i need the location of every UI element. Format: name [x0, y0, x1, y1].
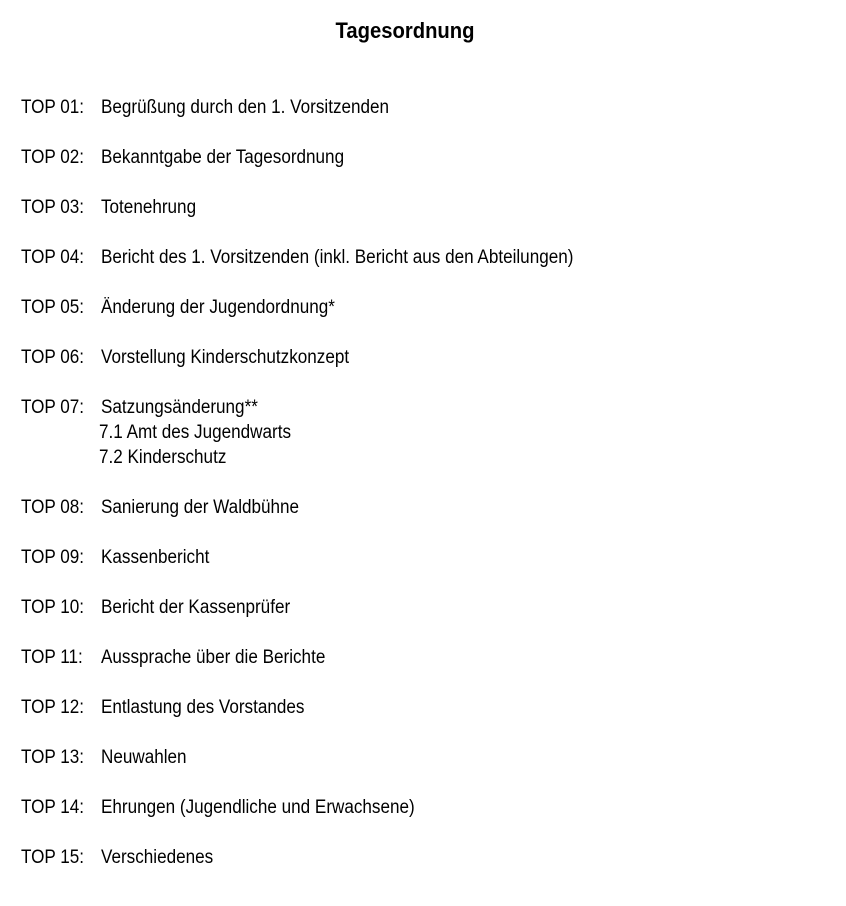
agenda-item-07	[21, 396, 821, 471]
agenda-item-13	[21, 746, 821, 771]
agenda-item-number: TOP 02:	[21, 147, 85, 168]
agenda-item-02	[21, 146, 821, 171]
agenda-item-number: TOP 03:	[21, 197, 85, 218]
agenda-item-number: TOP 04:	[21, 247, 85, 268]
agenda-item-number: TOP 11:	[21, 647, 83, 668]
agenda-item-06	[21, 346, 821, 371]
agenda-item-text: Totenehrung	[101, 197, 197, 218]
agenda-item-number: TOP 14:	[21, 797, 85, 818]
agenda-item-text: Sanierung der Waldbühne	[101, 497, 300, 518]
agenda-item-text: Begrüßung durch den 1. Vorsitzenden	[101, 97, 390, 118]
agenda-item-number: TOP 10:	[21, 597, 85, 618]
page-title: Tagesordnung	[335, 18, 475, 43]
agenda-item-number: TOP 05:	[21, 297, 85, 318]
agenda-item-text: Ehrungen (Jugendliche und Erwachsene)	[101, 797, 415, 818]
agenda-item-text: Bericht der Kassenprüfer	[101, 597, 291, 618]
agenda-item-10	[21, 596, 821, 621]
agenda-item-03	[21, 196, 821, 221]
agenda-item-number: TOP 01:	[21, 97, 85, 118]
agenda-item-number: TOP 08:	[21, 497, 85, 518]
agenda-item-text: Bericht des 1. Vorsitzenden (inkl. Bericht aus den Abteilungen)	[101, 247, 574, 268]
agenda-item-text: Vorstellung Kinderschutzkonzept	[101, 347, 350, 368]
agenda-item-number: TOP 13:	[21, 747, 85, 768]
agenda-item-text: Bekanntgabe der Tagesordnung	[101, 147, 345, 168]
agenda-item-text: Aussprache über die Berichte	[101, 647, 326, 668]
agenda-item-number: TOP 07:	[21, 397, 85, 418]
agenda-list	[21, 96, 821, 896]
agenda-item-number: TOP 06:	[21, 347, 85, 368]
agenda-item-15	[21, 846, 821, 871]
agenda-item-09	[21, 546, 821, 571]
agenda-item-01	[21, 96, 821, 121]
agenda-item-08	[21, 496, 821, 521]
agenda-item-14	[21, 796, 821, 821]
agenda-subitem: 7.1 Amt des Jugendwarts	[99, 422, 292, 443]
agenda-item-number: TOP 09:	[21, 547, 85, 568]
agenda-item-number: TOP 12:	[21, 697, 85, 718]
agenda-item-text: Satzungsänderung**	[101, 397, 258, 418]
agenda-item-text: Kassenbericht	[101, 547, 210, 568]
agenda-item-text: Verschiedenes	[101, 847, 214, 868]
agenda-item-12	[21, 696, 821, 721]
agenda-item-text: Änderung der Jugendordnung*	[101, 297, 335, 318]
agenda-item-11	[21, 646, 821, 671]
agenda-item-number: TOP 15:	[21, 847, 85, 868]
agenda-item-05	[21, 296, 821, 321]
agenda-item-text: Entlastung des Vorstandes	[101, 697, 305, 718]
agenda-subitem: 7.2 Kinderschutz	[99, 447, 227, 468]
agenda-item-04	[21, 246, 821, 271]
agenda-item-text: Neuwahlen	[101, 747, 187, 768]
